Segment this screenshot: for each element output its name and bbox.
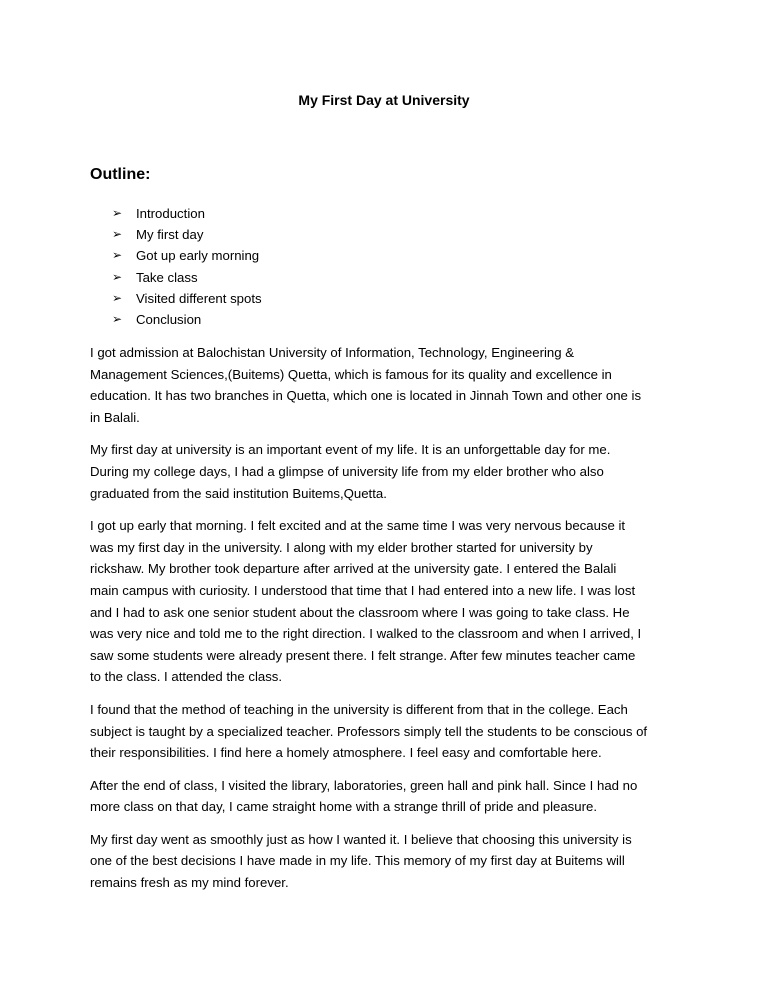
text-line: saw some students were already present there. I felt strange. After few minutes teacher came — [90, 647, 636, 663]
text-line: remains fresh as my mind forever. — [90, 875, 289, 891]
text-line: My first day went as smoothly just as how I wanted it. I believe that choosing this university is — [90, 831, 632, 847]
arrow-bullet-icon: ➢ — [112, 311, 123, 326]
text-line: in Balali. — [90, 409, 140, 425]
arrow-bullet-icon: ➢ — [112, 206, 123, 220]
text-line: During my college days, I had a glimpse of university life from my elder brother who also — [90, 463, 604, 479]
outline-item-label: Take class — [136, 269, 198, 285]
paragraph-conclusion — [90, 829, 680, 894]
outline-item-label: Got up early morning — [136, 248, 260, 264]
text-line: more class on that day, I came straight home with a strange thrill of pride and pleasure. — [90, 799, 597, 815]
outline-item-label: Conclusion — [136, 311, 202, 327]
outline-item — [112, 245, 262, 266]
text-line: rickshaw. My brother took departure after arrived at the university gate. I entered the Balali — [90, 561, 617, 577]
document-title: My First Day at University — [298, 92, 470, 108]
paragraph-visited-spots — [90, 775, 680, 818]
text-line: and I had to ask one senior student about the classroom where I was going to take class. He — [90, 604, 630, 620]
text-line: to the class. I attended the class. — [90, 669, 283, 685]
paragraph-first-day — [90, 439, 680, 504]
outline-item — [112, 309, 262, 330]
outline-item — [112, 203, 262, 224]
text-line: After the end of class, I visited the library, laboratories, green hall and pink hall. Since I had no — [90, 777, 638, 793]
text-line: I got up early that morning. I felt excited and at the same time I was very nervous because it — [90, 518, 626, 534]
text-line: was my first day in the university. I along with my elder brother started for university by — [90, 539, 593, 555]
paragraph-take-class — [90, 699, 680, 764]
essay-body — [90, 342, 680, 905]
text-line: one of the best decisions I have made in my life. This memory of my first day at Buitems will — [90, 853, 625, 869]
outline-list — [112, 203, 262, 330]
arrow-bullet-icon: ➢ — [112, 248, 123, 263]
paragraph-early-morning — [90, 515, 680, 688]
outline-item-label: My first day — [136, 227, 204, 243]
text-line: was very nice and told me to the right direction. I walked to the classroom and when I arrived, I — [90, 626, 642, 642]
text-line: My first day at university is an important event of my life. It is an unforgettable day for me. — [90, 442, 611, 458]
outline-item — [112, 288, 262, 309]
text-line: their responsibilities. I find here a homely atmosphere. I feel easy and comfortable here. — [90, 745, 602, 761]
outline-item-label: Visited different spots — [136, 290, 262, 306]
text-line: Management Sciences,(Buitems) Quetta, which is famous for its quality and excellence in — [90, 366, 612, 382]
arrow-bullet-icon: ➢ — [112, 269, 123, 284]
text-line: subject is taught by a specialized teacher. Professors simply tell the students to be conscious of — [90, 723, 648, 739]
text-line: education. It has two branches in Quetta, which one is located in Jinnah Town and other one is — [90, 388, 642, 404]
text-line: graduated from the said institution Buitems,Quetta. — [90, 485, 387, 501]
text-line: main campus with curiosity. I understood that time that I had entered into a new life. I was lost — [90, 582, 636, 598]
arrow-bullet-icon: ➢ — [112, 290, 123, 305]
outline-item — [112, 224, 262, 245]
text-line: I found that the method of teaching in the university is different from that in the college. Each — [90, 701, 628, 717]
arrow-bullet-icon: ➢ — [112, 227, 123, 242]
outline-heading: Outline: — [90, 166, 151, 183]
text-line: I got admission at Balochistan University of Information, Technology, Engineering & — [90, 345, 575, 360]
outline-item-label: Introduction — [136, 206, 205, 221]
paragraph-introduction — [90, 342, 680, 428]
outline-item — [112, 267, 262, 288]
